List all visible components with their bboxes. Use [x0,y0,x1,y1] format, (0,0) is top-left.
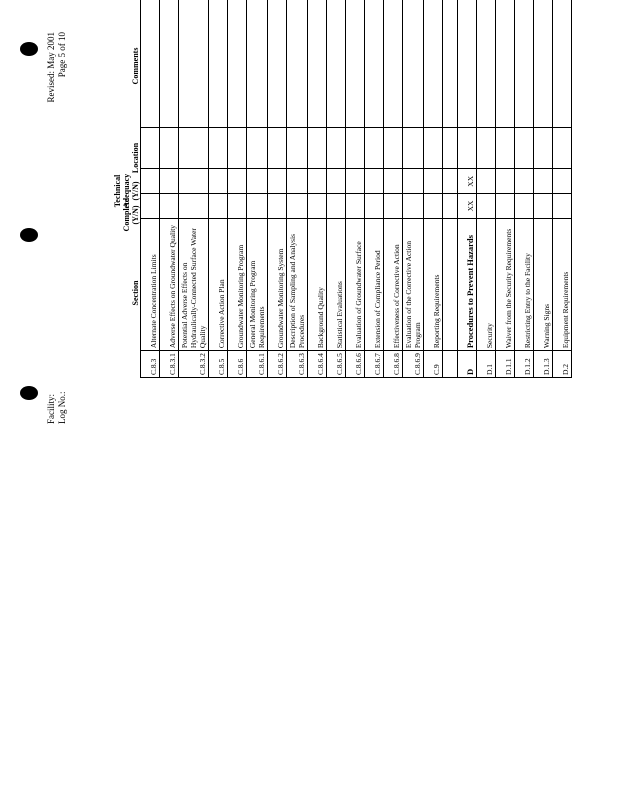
section-code: C.8.3 [141,351,160,378]
comments-cell[interactable] [308,0,327,127]
location-cell[interactable] [287,127,308,169]
comments-cell[interactable] [496,0,515,127]
complete-cell [443,194,458,219]
comments-cell[interactable] [534,0,553,127]
page-number: Page 5 of 10 [57,32,67,78]
location-cell[interactable] [403,127,424,169]
location-cell[interactable] [384,127,403,169]
section-title: Waiver from the Security Requirements [496,218,515,350]
adequacy-cell [228,169,247,194]
adequacy-cell [477,169,496,194]
table-row [365,0,384,378]
section-title: Corrective Action Plan [209,218,228,350]
location-cell[interactable] [268,127,287,169]
section-code: C.8.6.2 [268,351,287,378]
location-cell[interactable] [477,127,496,169]
complete-cell [179,194,209,219]
adequacy-cell [534,169,553,194]
header-left [46,392,68,425]
comments-cell[interactable] [209,0,228,127]
section-title [443,218,458,350]
section-code [443,351,458,378]
section-title: Extension of Compliance Period [365,218,384,350]
location-cell[interactable] [327,127,346,169]
checklist-table [140,0,572,378]
section-code: C.8.6 [228,351,247,378]
section-title: Warning Signs [534,218,553,350]
section-code: D.1.3 [534,351,553,378]
section-code: D.2 [553,351,572,378]
table-row [160,0,179,378]
complete-cell [308,194,327,219]
section-code: C.8.6.6 [346,351,365,378]
table-row [443,0,458,378]
comments-cell[interactable] [553,0,572,127]
complete-cell: XX [458,194,477,219]
adequacy-cell [247,169,268,194]
complete-cell [403,194,424,219]
section-code: C.8.6.4 [308,351,327,378]
comments-cell[interactable] [384,0,403,127]
adequacy-cell [287,169,308,194]
complete-cell [268,194,287,219]
section-code: C.8.6.8 [384,351,403,378]
rotated-form-sheet [36,28,570,428]
checklist-form [36,0,570,378]
table-row [209,0,228,378]
section-title: Groundwater Monitoring System [268,218,287,350]
comments-cell[interactable] [160,0,179,127]
table-row [553,0,572,378]
section-title: Background Quality [308,218,327,350]
adequacy-cell [403,169,424,194]
table-row [515,0,534,378]
table-row [496,0,515,378]
adequacy-cell: XX [458,169,477,194]
adequacy-cell [365,169,384,194]
section-title: Statistical Evaluations [327,218,346,350]
section-code: C.8.3.1 [160,351,179,378]
table-row [287,0,308,378]
section-title: Equipment Requirements [553,218,572,350]
adequacy-cell [308,169,327,194]
adequacy-cell [346,169,365,194]
comments-cell[interactable] [458,0,477,127]
adequacy-cell [209,169,228,194]
location-cell[interactable] [443,127,458,169]
location-cell[interactable] [209,127,228,169]
column-header-location: Location [131,142,140,174]
section-code: C.8.6.1 [247,351,268,378]
section-code: C.8.6.3 [287,351,308,378]
complete-cell [553,194,572,219]
complete-cell [515,194,534,219]
location-cell[interactable] [534,127,553,169]
table-row [346,0,365,378]
table-row [141,0,160,378]
section-title: Evaluation of the Corrective Action Program [403,218,424,350]
table-row [477,0,496,378]
complete-cell [327,194,346,219]
section-title: Restricting Entry to the Facility [515,218,534,350]
location-cell[interactable] [496,127,515,169]
table-row [308,0,327,378]
complete-cell [228,194,247,219]
table-row [179,0,209,378]
section-code: C.9 [424,351,443,378]
section-code: C.8.3.2 [179,351,209,378]
complete-cell [209,194,228,219]
section-title: Effectiveness of Corrective Action [384,218,403,350]
section-title: General Monitoring Program Requirements [247,218,268,350]
table-row [403,0,424,378]
complete-cell [160,194,179,219]
section-title: Groundwater Monitoring Program [228,218,247,350]
complete-cell [384,194,403,219]
table-row [327,0,346,378]
section-title: Alternate Concentration Limits [141,218,160,350]
comments-cell[interactable] [268,0,287,127]
section-title: Reporting Requirements [424,218,443,350]
adequacy-cell [424,169,443,194]
section-code: D.1.2 [515,351,534,378]
comments-cell[interactable] [287,0,308,127]
section-code: C.8.6.9 [403,351,424,378]
column-header-technical-adequacy: Technical Adequacy (Y/N) [113,173,140,209]
complete-cell [247,194,268,219]
column-header-section: Section [131,280,140,306]
comments-cell[interactable] [346,0,365,127]
comments-cell[interactable] [403,0,424,127]
complete-cell [287,194,308,219]
location-cell[interactable] [458,127,477,169]
comments-cell[interactable] [365,0,384,127]
facility-label: Facility: [46,394,56,424]
location-cell[interactable] [247,127,268,169]
complete-cell [424,194,443,219]
table-row [247,0,268,378]
location-cell[interactable] [160,127,179,169]
adequacy-cell [553,169,572,194]
comments-cell[interactable] [443,0,458,127]
comments-cell[interactable] [228,0,247,127]
complete-cell [365,194,384,219]
adequacy-cell [141,169,160,194]
location-cell[interactable] [308,127,327,169]
location-cell[interactable] [141,127,160,169]
section-title: Adverse Effects on Groundwater Quality [160,218,179,350]
adequacy-cell [515,169,534,194]
location-cell[interactable] [346,127,365,169]
section-title: Procedures to Prevent Hazards [458,218,477,350]
section-code: C.8.5 [209,351,228,378]
location-cell[interactable] [515,127,534,169]
complete-cell [346,194,365,219]
adequacy-cell [384,169,403,194]
comments-cell[interactable] [477,0,496,127]
location-cell[interactable] [424,127,443,169]
adequacy-cell [327,169,346,194]
table-row [228,0,247,378]
complete-cell [534,194,553,219]
location-cell[interactable] [228,127,247,169]
adequacy-cell [443,169,458,194]
section-code: C.8.6.5 [327,351,346,378]
adequacy-cell [179,169,209,194]
comments-cell[interactable] [179,0,209,127]
comments-cell[interactable] [141,0,160,127]
table-row [534,0,553,378]
location-cell[interactable] [179,127,209,169]
section-code: D.1.1 [496,351,515,378]
section-title: Description of Sampling and Analysis Procedures [287,218,308,350]
section-code: D [458,351,477,378]
column-header-comments: Comments [131,47,140,85]
complete-cell [141,194,160,219]
adequacy-cell [268,169,287,194]
table-row [458,0,477,378]
complete-cell [496,194,515,219]
section-code: C.8.6.7 [365,351,384,378]
section-code: D.1 [477,351,496,378]
section-title: Potential Adverse Effects on Hydraulically-Connected Surface Water Quality [179,218,209,350]
location-cell[interactable] [365,127,384,169]
adequacy-cell [496,169,515,194]
column-header-complete: Complete (Y/N) [122,198,140,232]
complete-cell [477,194,496,219]
location-cell[interactable] [553,127,572,169]
comments-cell[interactable] [247,0,268,127]
log-number-label: Log No.: [57,391,67,424]
table-row [268,0,287,378]
section-title: Security [477,218,496,350]
comments-cell[interactable] [327,0,346,127]
section-title: Evaluation of Groundwater Surface [346,218,365,350]
table-row [424,0,443,378]
table-row [384,0,403,378]
comments-cell[interactable] [424,0,443,127]
comments-cell[interactable] [515,0,534,127]
adequacy-cell [160,169,179,194]
revised-date: Revised: May 2001 [46,32,56,103]
